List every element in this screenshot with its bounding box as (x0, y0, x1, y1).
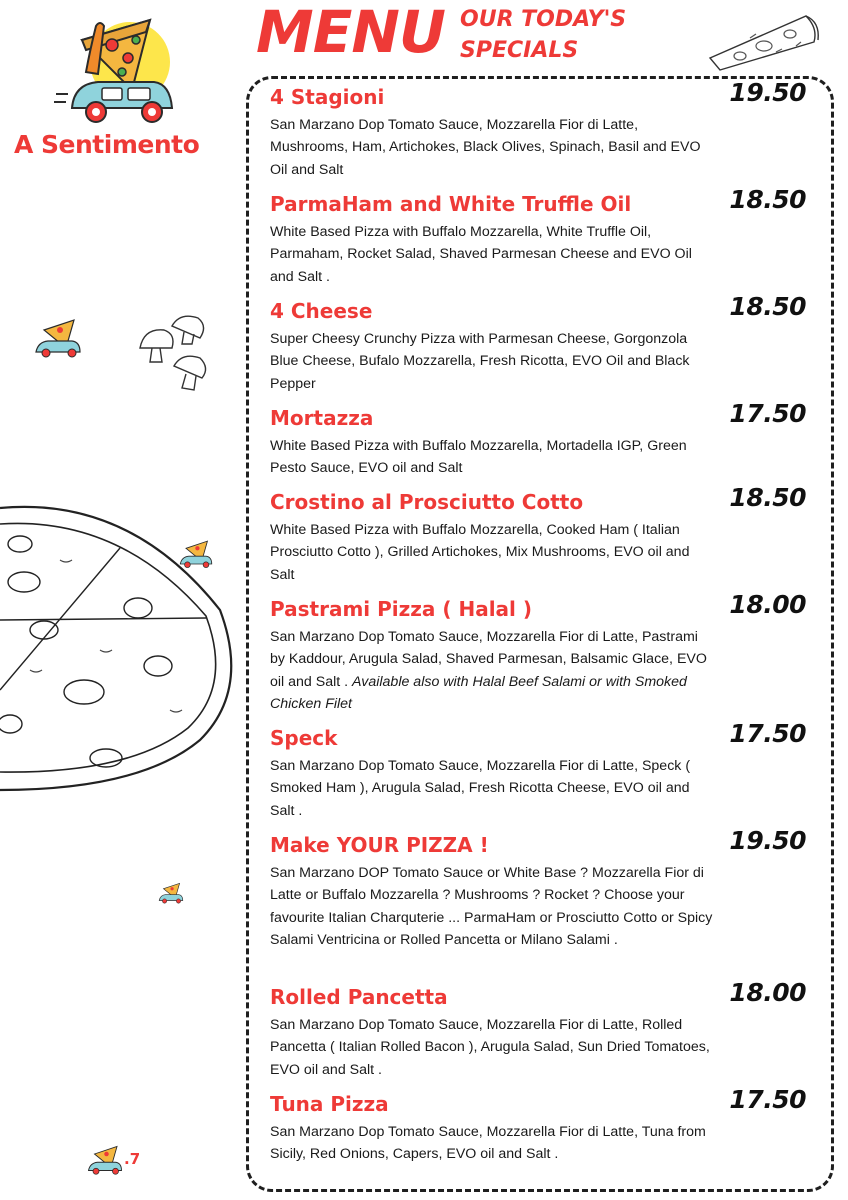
brand-name: A Sentimento (14, 130, 200, 159)
menu-item-description: San Marzano Dop Tomato Sauce, Mozzarella Fior di Latte, Rolled Pancetta ( Italian Rolled Bacon ), Arugula Salad, Sun Dried Tomatoes, EVO oil and Salt . (270, 1017, 710, 1078)
menu-item-price: 18.50 (729, 483, 806, 512)
menu-item-note: Available also with Halal Beef Salami or with Smoked Chicken Filet (270, 673, 687, 713)
menu-item-name: Tuna Pizza (270, 1092, 389, 1116)
menu-item-name: Speck (270, 726, 338, 750)
menu-item-description: White Based Pizza with Buffalo Mozzarella, Mortadella IGP, Green Pesto Sauce, EVO oil and Salt (270, 438, 687, 477)
page-title: MENU (256, 0, 445, 66)
menu-item-description (270, 626, 715, 716)
menu-item-description: White Based Pizza with Buffalo Mozzarella, White Truffle Oil, Parmaham, Rocket Salad, Shaved Parmesan Cheese and EVO Oil and Salt . (270, 224, 692, 285)
menu-item-name: ParmaHam and White Truffle Oil (270, 192, 632, 216)
pizza-car-icon (156, 878, 186, 908)
menu-item (270, 1085, 830, 1166)
menu-item-price: 17.50 (729, 719, 806, 748)
pizza-car-icon (176, 536, 216, 572)
menu-item (270, 78, 830, 181)
menu-item-description: San Marzano Dop Tomato Sauce, Mozzarella Fior di Latte, Mushrooms, Ham, Artichokes, Black Olives, Spinach, Basil and EVO Oil and Salt (270, 117, 701, 178)
menu-item (270, 719, 830, 822)
menu-item (270, 978, 830, 1081)
menu-item (270, 826, 830, 952)
menu-item-price: 17.50 (729, 399, 806, 428)
menu-item-description: San Marzano Dop Tomato Sauce, Mozzarella Fior di Latte, Speck ( Smoked Ham ), Arugula Salad, Fresh Ricotta Cheese, EVO oil and Salt . (270, 758, 691, 819)
pizza-car-logo-icon (52, 10, 182, 130)
menu-item (270, 483, 830, 586)
menu-item-description: San Marzano Dop Tomato Sauce, Mozzarella Fior di Latte, Tuna from Sicily, Red Onions, Capers, EVO oil and Salt . (270, 1124, 706, 1163)
menu-item-price: 19.50 (729, 826, 806, 855)
menu-item-price: 18.50 (729, 292, 806, 321)
menu-item-description: San Marzano DOP Tomato Sauce or White Base ? Mozzarella Fior di Latte or Buffalo Mozzarella ? Mushrooms ? Rocket ? Choose your favourite Italian Charquterie ... ParmaHam or Prosciutto Cotto or Spicy Salami Ventricina or Rolled Pancetta or Milano Salami . (270, 865, 713, 949)
pizza-car-icon (84, 1140, 126, 1180)
menu-item-name: Make YOUR PIZZA ! (270, 833, 489, 857)
menu-item-description: White Based Pizza with Buffalo Mozzarella, Cooked Ham ( Italian Prosciutto Cotto ), Grilled Artichokes, Mix Mushrooms, EVO oil and Salt (270, 522, 690, 583)
menu-item-name: Crostino al Prosciutto Cotto (270, 490, 584, 514)
pizza-car-icon (30, 318, 86, 358)
menu-item (270, 292, 830, 395)
menu-item-price: 19.50 (729, 78, 806, 107)
menu-item-price: 18.00 (729, 978, 806, 1007)
pizza-slice-sketch-icon (706, 8, 822, 72)
menu-item (270, 590, 830, 716)
menu-item (270, 399, 830, 480)
menu-item-description: Super Cheesy Crunchy Pizza with Parmesan Cheese, Gorgonzola Blue Cheese, Bufalo Mozzarella, Fresh Ricotta, EVO Oil and Black Pepper (270, 331, 690, 392)
menu-item-price: 18.50 (729, 185, 806, 214)
mushroom-sketch-icon (136, 312, 212, 392)
menu-item-name: Mortazza (270, 406, 374, 430)
menu-item-name: Pastrami Pizza ( Halal ) (270, 597, 533, 621)
menu-item-name: 4 Cheese (270, 299, 373, 323)
menu-item-price: 17.50 (729, 1085, 806, 1114)
menu-item-name: Rolled Pancetta (270, 985, 448, 1009)
menu-item-name: 4 Stagioni (270, 85, 385, 109)
menu-item-description-text: San Marzano Dop Tomato Sauce, Mozzarella Fior di Latte, Pastrami by Kaddour, Arugula Salad, Shaved Parmesan, Balsamic Glace, EVO oil and Salt . (270, 629, 707, 690)
page-subtitle: OUR TODAY'S SPECIALS (460, 7, 627, 63)
menu-item (270, 185, 830, 288)
menu-item-price: 18.00 (729, 590, 806, 619)
page-number: .7 (124, 1150, 141, 1168)
